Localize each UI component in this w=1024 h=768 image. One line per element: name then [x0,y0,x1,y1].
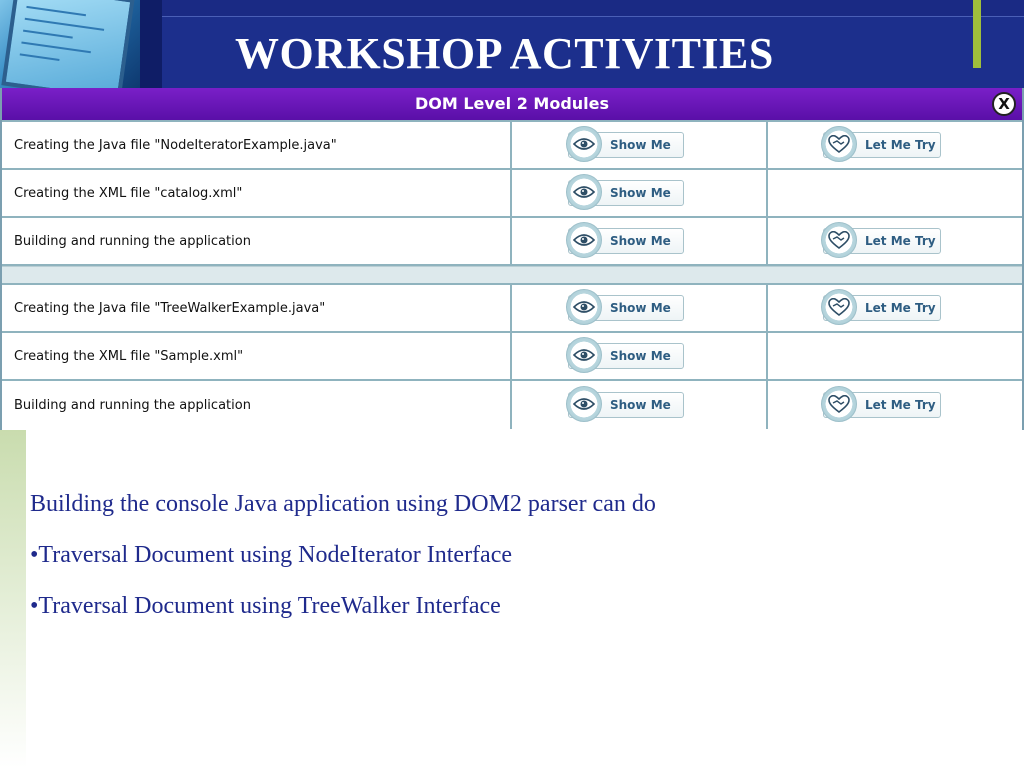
show-me-button[interactable] [568,180,684,206]
close-button[interactable] [992,92,1016,116]
show-me-cell [512,381,768,429]
slide-header [0,0,1024,88]
eye-icon [566,337,602,373]
show-me-button[interactable] [568,343,684,369]
let-me-try-label: Let Me Try [865,398,936,412]
show-me-button[interactable] [568,295,684,321]
window-titlebar [2,88,1022,120]
bullet-item: •Traversal Document using TreeWalker Interface [30,593,501,619]
show-me-cell [512,170,768,216]
show-me-button[interactable] [568,392,684,418]
let-me-try-cell [768,285,1022,331]
activity-row [2,285,1022,333]
let-me-try-button[interactable] [823,295,941,321]
activity-label: Creating the XML file "catalog.xml" [2,170,512,216]
close-icon: X [998,95,1010,113]
eye-icon [566,222,602,258]
show-me-label: Show Me [610,349,671,363]
show-me-label: Show Me [610,186,671,200]
show-me-button[interactable] [568,132,684,158]
empty-cell [768,333,1022,379]
slide-title: WORKSHOP ACTIVITIES [235,29,774,78]
show-me-cell [512,218,768,264]
dom-modules-window [0,88,1024,430]
bullet-item: •Traversal Document using NodeIterator Interface [30,542,513,568]
activity-label: Creating the XML file "Sample.xml" [2,333,512,379]
activity-label: Building and running the application [2,218,512,264]
handshake-icon [821,386,857,422]
let-me-try-cell [768,381,1022,429]
handshake-icon [821,222,857,258]
eye-icon [566,289,602,325]
eye-icon [566,386,602,422]
activity-row [2,170,1022,218]
activity-group-1 [2,120,1022,266]
intro-text: Building the console Java application using DOM2 parser can do [30,491,656,517]
empty-cell [768,170,1022,216]
window-title: DOM Level 2 Modules [414,94,610,113]
show-me-button[interactable] [568,228,684,254]
show-me-cell [512,122,768,168]
let-me-try-button[interactable] [823,132,941,158]
activity-row [2,122,1022,170]
let-me-try-button[interactable] [823,392,941,418]
monitor-image [1,0,134,88]
show-me-label: Show Me [610,301,671,315]
show-me-label: Show Me [610,138,671,152]
activity-label: Creating the Java file "TreeWalkerExample.java" [2,285,512,331]
activity-group-2 [2,283,1022,429]
show-me-label: Show Me [610,398,671,412]
let-me-try-button[interactable] [823,228,941,254]
header-stripe [140,0,162,88]
header-top-line [162,0,1024,17]
let-me-try-label: Let Me Try [865,234,936,248]
let-me-try-cell [768,218,1022,264]
handshake-icon [821,289,857,325]
activity-label: Creating the Java file "NodeIteratorExample.java" [2,122,512,168]
group-separator [2,266,1022,283]
activity-row [2,333,1022,381]
slide-content [30,490,990,643]
header-photo [0,0,140,88]
eye-icon [566,174,602,210]
eye-icon [566,126,602,162]
left-gradient-strip [0,430,26,768]
show-me-cell [512,285,768,331]
show-me-label: Show Me [610,234,671,248]
activity-label: Building and running the application [2,381,512,429]
let-me-try-label: Let Me Try [865,138,936,152]
let-me-try-label: Let Me Try [865,301,936,315]
let-me-try-cell [768,122,1022,168]
handshake-icon [821,126,857,162]
header-accent-bar [973,0,981,68]
activity-row [2,381,1022,429]
activity-row [2,218,1022,266]
show-me-cell [512,333,768,379]
